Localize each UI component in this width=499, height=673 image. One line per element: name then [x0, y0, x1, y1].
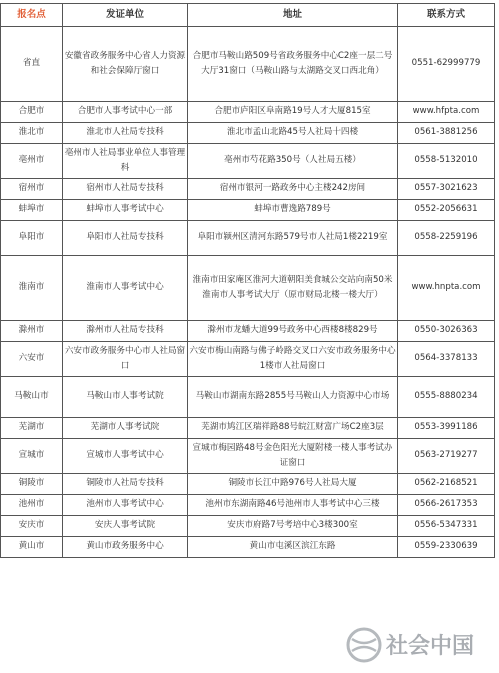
table-row	[1, 144, 495, 179]
cell-address: 淮南市田家庵区淮河大道朝阳美食城公交站向南50米淮南市人事考试大厅（原市财局北楼一楼大厅）	[188, 256, 398, 321]
cell-contact: 0555-8880234	[398, 377, 495, 418]
cell-contact: 0566-2617353	[398, 495, 495, 516]
cell-address: 滁州市龙蟠大道99号政务中心西楼8楼829号	[188, 321, 398, 342]
cell-contact[interactable]: www.hfpta.com	[398, 102, 495, 123]
cell-city: 黄山市	[1, 537, 63, 558]
watermark-globe-icon-band	[352, 639, 376, 651]
cell-unit: 芜湖市人事考试院	[63, 418, 188, 439]
cell-contact: 0553-3991186	[398, 418, 495, 439]
table-row	[1, 418, 495, 439]
cell-unit: 淮北市人社局专技科	[63, 123, 188, 144]
cell-unit: 亳州市人社局事业单位人事管理科	[63, 144, 188, 179]
cell-unit: 马鞍山市人事考试院	[63, 377, 188, 418]
cell-contact: 0564-3378133	[398, 342, 495, 377]
cell-unit: 安庆人事考试院	[63, 516, 188, 537]
watermark-text: 社会中国	[386, 634, 475, 659]
cell-city: 蚌埠市	[1, 200, 63, 221]
cell-contact: 0556-5347331	[398, 516, 495, 537]
cell-address: 宣城市梅园路48号金色阳光大厦附楼一楼人事考试办证窗口	[188, 439, 398, 474]
cell-city: 六安市	[1, 342, 63, 377]
cell-contact[interactable]: www.hnpta.com	[398, 256, 495, 321]
cell-address: 亳州市芍花路350号（人社局五楼）	[188, 144, 398, 179]
cell-city: 淮南市	[1, 256, 63, 321]
cell-unit: 安徽省政务服务中心省人力资源和社会保障厅窗口	[63, 27, 188, 102]
cell-unit: 阜阳市人社局专技科	[63, 221, 188, 256]
cell-address: 阜阳市颍州区清河东路579号市人社局1楼2219室	[188, 221, 398, 256]
cell-address: 合肥市马鞍山路509号省政务服务中心C2座一层二号大厅31窗口（马鞍山路与太湖路交叉口西北角）	[188, 27, 398, 102]
cell-contact: 0563-2719277	[398, 439, 495, 474]
cell-unit: 蚌埠市人事考试中心	[63, 200, 188, 221]
cell-address: 六安市梅山南路与佛子岭路交叉口六安市政务服务中心1楼市人社局窗口	[188, 342, 398, 377]
cell-city: 铜陵市	[1, 474, 63, 495]
cell-contact: 0557-3021623	[398, 179, 495, 200]
cell-city: 池州市	[1, 495, 63, 516]
header-contact: 联系方式	[398, 4, 495, 27]
cell-city: 滁州市	[1, 321, 63, 342]
cell-address: 池州市东湖南路46号池州市人事考试中心三楼	[188, 495, 398, 516]
table-row	[1, 256, 495, 321]
cell-contact: 0558-5132010	[398, 144, 495, 179]
cell-contact: 0558-2259196	[398, 221, 495, 256]
cell-contact: 0551-62999779	[398, 27, 495, 102]
table-row	[1, 102, 495, 123]
cell-contact: 0561-3881256	[398, 123, 495, 144]
cell-contact: 0559-2330639	[398, 537, 495, 558]
watermark-logo	[344, 621, 494, 669]
table-row	[1, 321, 495, 342]
cell-address: 合肥市庐阳区阜南路19号人才大厦815室	[188, 102, 398, 123]
cell-unit: 铜陵市人社局专技科	[63, 474, 188, 495]
cell-unit: 六安市政务服务中心市人社局窗口	[63, 342, 188, 377]
cell-city: 亳州市	[1, 144, 63, 179]
table-row	[1, 27, 495, 102]
table-row	[1, 474, 495, 495]
table-row	[1, 495, 495, 516]
cell-city: 宣城市	[1, 439, 63, 474]
cell-city: 省直	[1, 27, 63, 102]
cell-unit: 池州市人事考试中心	[63, 495, 188, 516]
cell-contact: 0550-3026363	[398, 321, 495, 342]
cell-unit: 黄山市政务服务中心	[63, 537, 188, 558]
table-row	[1, 200, 495, 221]
cell-address: 宿州市银河一路政务中心主楼242房间	[188, 179, 398, 200]
table-row	[1, 342, 495, 377]
cell-contact: 0562-2168521	[398, 474, 495, 495]
cell-unit: 宿州市人社局专技科	[63, 179, 188, 200]
header-unit: 发证单位	[63, 4, 188, 27]
cell-city: 合肥市	[1, 102, 63, 123]
cell-unit: 滁州市人社局专技科	[63, 321, 188, 342]
watermark-globe-icon	[348, 629, 380, 661]
table-row	[1, 537, 495, 558]
cell-address: 芜湖市鸠江区瑞祥路88号皖江财富广场C2座3层	[188, 418, 398, 439]
table-row	[1, 179, 495, 200]
table-row	[1, 221, 495, 256]
cell-city: 马鞍山市	[1, 377, 63, 418]
table-row	[1, 123, 495, 144]
table-row	[1, 516, 495, 537]
table-row	[1, 377, 495, 418]
table-row	[1, 439, 495, 474]
cell-city: 安庆市	[1, 516, 63, 537]
cell-city: 宿州市	[1, 179, 63, 200]
registration-table	[0, 3, 495, 558]
table-header-row	[1, 4, 495, 27]
cell-address: 蚌埠市曹逸路789号	[188, 200, 398, 221]
cell-address: 马鞍山市湖南东路2855号马鞍山人力资源中心市场	[188, 377, 398, 418]
cell-address: 铜陵市长江中路976号人社局大厦	[188, 474, 398, 495]
cell-unit: 宣城市人事考试中心	[63, 439, 188, 474]
cell-address: 黄山市屯溪区滨江东路	[188, 537, 398, 558]
cell-unit: 合肥市人事考试中心一部	[63, 102, 188, 123]
header-address: 地址	[188, 4, 398, 27]
header-city: 报名点	[1, 4, 63, 27]
cell-unit: 淮南市人事考试中心	[63, 256, 188, 321]
cell-address: 淮北市孟山北路45号人社局十四楼	[188, 123, 398, 144]
cell-city: 芜湖市	[1, 418, 63, 439]
cell-city: 淮北市	[1, 123, 63, 144]
cell-city: 阜阳市	[1, 221, 63, 256]
cell-address: 安庆市府路7号考培中心3楼300室	[188, 516, 398, 537]
cell-contact: 0552-2056631	[398, 200, 495, 221]
